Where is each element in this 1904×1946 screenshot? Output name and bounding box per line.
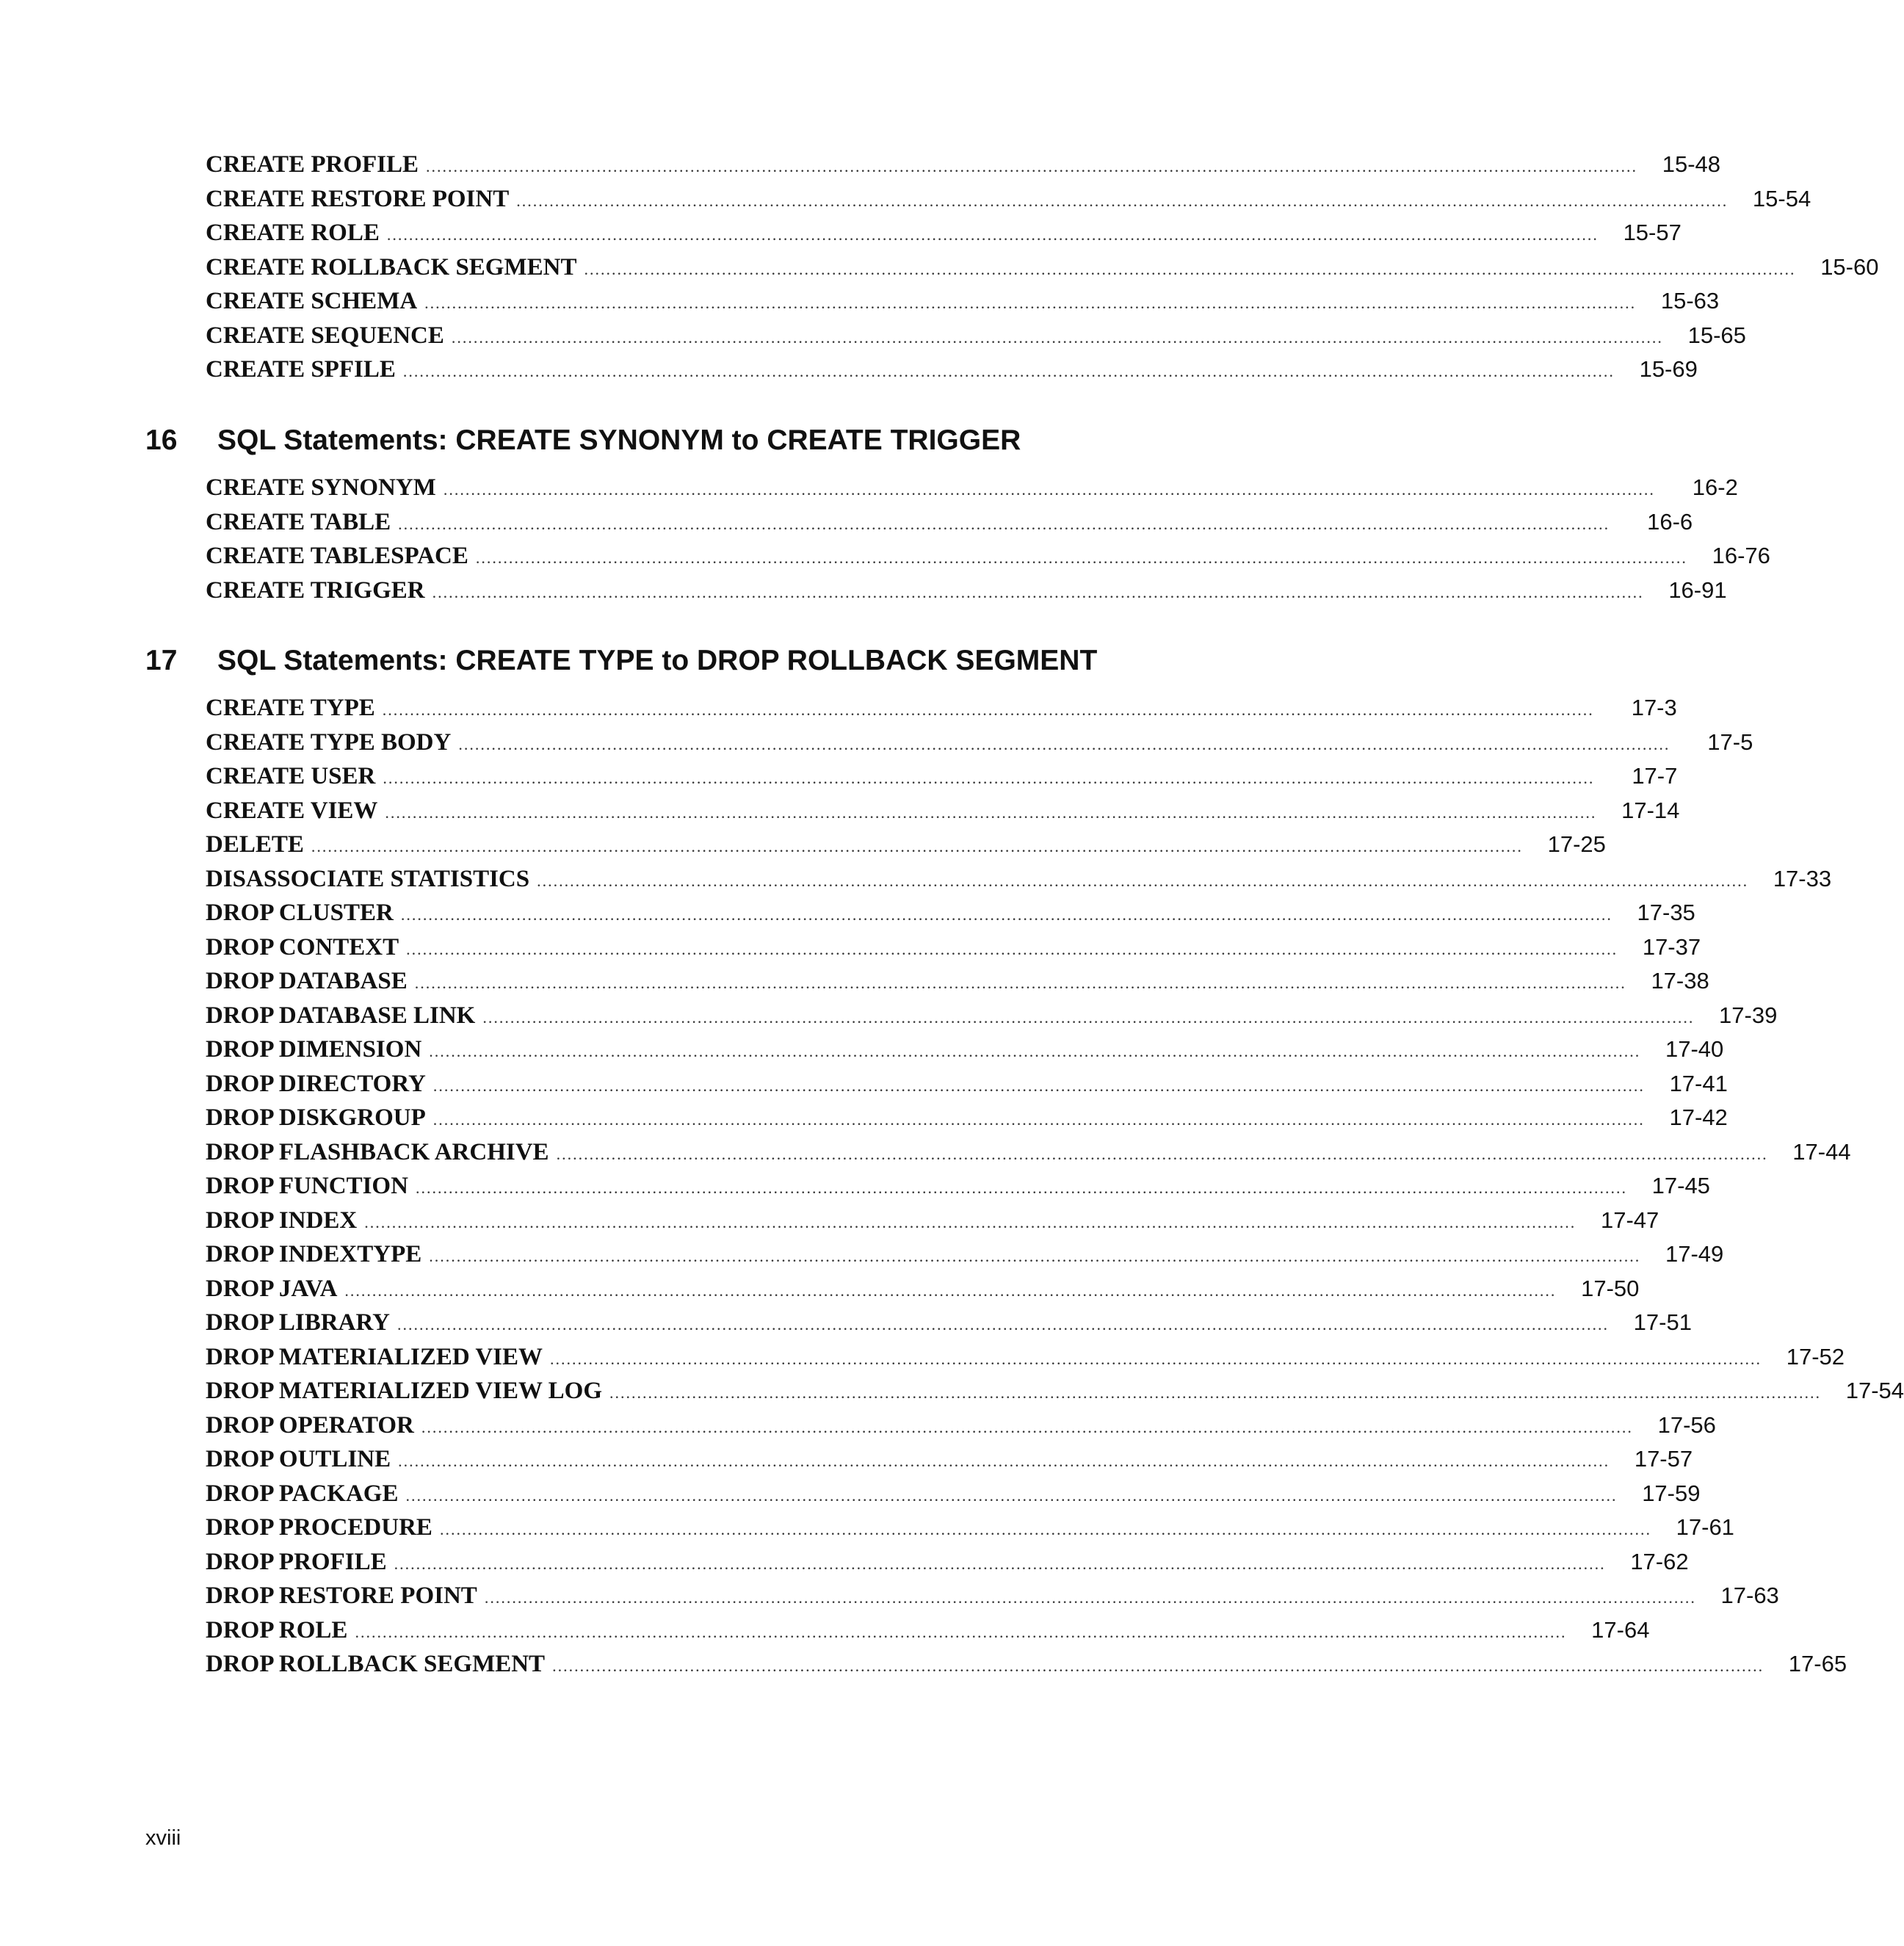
toc-entry-page: 16-6: [1647, 508, 1693, 535]
toc-entry-title: DISASSOCIATE STATISTICS: [206, 865, 530, 892]
dot-leader: ............................................................................................................................................................................................................................: [482, 1008, 1695, 1027]
dot-leader: ............................................................................................................................................................................................................................: [439, 1520, 1651, 1538]
dot-leader: ............................................................................................................................................................................................................................: [484, 1588, 1696, 1607]
toc-entry-title: DROP OPERATOR: [206, 1411, 414, 1439]
toc-entry-title: DROP INDEXTYPE: [206, 1241, 422, 1267]
dot-leader: ............................................................................................................................................................................................................................: [424, 294, 1637, 312]
toc-entry-title: CREATE TABLE: [206, 508, 391, 535]
toc-entry-page: 17-54: [1845, 1378, 1904, 1403]
dot-leader: ............................................................................................................................................................................................................................: [386, 225, 1599, 244]
toc-entry-drop-index[interactable]: [206, 1207, 1659, 1242]
chapter-title: SQL Statements: CREATE SYNONYM to CREATE TRIGGER: [217, 424, 1021, 456]
toc-entry-title: DROP MATERIALIZED VIEW LOG: [206, 1378, 603, 1404]
toc-entry-page: 17-65: [1788, 1651, 1847, 1676]
toc-entry-page: 17-5: [1707, 728, 1753, 755]
toc-entry-page: 17-41: [1669, 1070, 1728, 1096]
toc-entry-title: DROP JAVA: [206, 1275, 338, 1302]
toc-entry-drop-operator[interactable]: [206, 1411, 1716, 1447]
toc-entry-title: CREATE TYPE BODY: [206, 728, 452, 756]
chapter-number: 17: [145, 645, 178, 676]
toc-entry-page: 17-38: [1651, 968, 1709, 994]
toc-entry-title: DROP CLUSTER: [206, 900, 394, 926]
dot-leader: ............................................................................................................................................................................................................................: [537, 871, 1749, 890]
toc-entry-drop-database-link[interactable]: [206, 1002, 1778, 1037]
toc-entry-create-type-body[interactable]: [206, 728, 1753, 764]
toc-entries-continued: [206, 151, 1879, 391]
toc-entry-drop-flashback-archive[interactable]: [206, 1138, 1851, 1173]
toc-entry-create-user[interactable]: [206, 763, 1678, 797]
toc-entry-create-rollback-segment[interactable]: [206, 253, 1879, 289]
dot-leader: ............................................................................................................................................................................................................................: [383, 769, 1595, 787]
dot-leader: ............................................................................................................................................................................................................................: [397, 1315, 1609, 1334]
toc-entry-title: CREATE ROLE: [206, 220, 380, 246]
dot-leader: ............................................................................................................................................................................................................................: [398, 1452, 1610, 1470]
toc-entry-title: CREATE VIEW: [206, 797, 378, 824]
toc-entry-page: 17-35: [1637, 900, 1695, 925]
toc-entry-page: 17-7: [1632, 763, 1678, 789]
dot-leader: ............................................................................................................................................................................................................................: [556, 1144, 1768, 1163]
toc-entry-page: 17-42: [1669, 1104, 1728, 1130]
toc-entry-page: 17-49: [1665, 1241, 1724, 1267]
toc-entry-page: 17-33: [1773, 865, 1832, 891]
dot-leader: ............................................................................................................................................................................................................................: [432, 1110, 1645, 1129]
toc-entry-drop-procedure[interactable]: [206, 1514, 1734, 1549]
dot-leader: ............................................................................................................................................................................................................................: [400, 905, 1612, 924]
toc-entry-create-table[interactable]: [206, 508, 1693, 543]
toc-entry-title: DROP ROLLBACK SEGMENT: [206, 1651, 546, 1677]
toc-entry-drop-role[interactable]: [206, 1616, 1650, 1652]
toc-entry-create-profile[interactable]: [206, 151, 1721, 186]
toc-entry-title: DROP DIRECTORY: [206, 1070, 426, 1097]
toc-entry-page: 17-44: [1792, 1138, 1851, 1165]
toc-entry-drop-package[interactable]: [206, 1480, 1701, 1515]
chapter-heading-16[interactable]: [145, 424, 1320, 457]
toc-entry-page: 17-39: [1719, 1002, 1778, 1028]
chapter-title: SQL Statements: CREATE TYPE to DROP ROLLBACK SEGMENT: [217, 645, 1098, 676]
toc-entry-title: CREATE TABLESPACE: [206, 543, 468, 569]
toc-entry-page: 17-61: [1676, 1514, 1734, 1540]
toc-entry-delete[interactable]: [206, 831, 1606, 866]
toc-entries-chapter-17: [206, 695, 1904, 1685]
toc-entry-title: DROP LIBRARY: [206, 1309, 390, 1336]
toc-entry-page: 15-48: [1662, 151, 1721, 177]
dot-leader: ............................................................................................................................................................................................................................: [394, 1554, 1606, 1573]
toc-entry-drop-restore-point[interactable]: [206, 1583, 1779, 1617]
toc-entry-page: 16-91: [1668, 576, 1727, 603]
dot-leader: ............................................................................................................................................................................................................................: [432, 1076, 1645, 1095]
dot-leader: ............................................................................................................................................................................................................................: [405, 1486, 1618, 1505]
toc-entry-drop-library[interactable]: [206, 1309, 1692, 1344]
toc-entry-title: DROP PROFILE: [206, 1548, 387, 1575]
toc-entry-create-view[interactable]: [206, 797, 1680, 832]
dot-leader: ............................................................................................................................................................................................................................: [382, 701, 1594, 719]
toc-entry-drop-diskgroup[interactable]: [206, 1104, 1728, 1139]
dot-leader: ............................................................................................................................................................................................................................: [355, 1622, 1567, 1641]
dot-leader: ............................................................................................................................................................................................................................: [421, 1417, 1633, 1436]
dot-leader: ............................................................................................................................................................................................................................: [443, 480, 1655, 499]
toc-entry-title: CREATE SPFILE: [206, 356, 396, 383]
toc-entry-page: 15-69: [1639, 356, 1698, 382]
toc-entry-drop-dimension[interactable]: [206, 1036, 1724, 1071]
toc-entry-title: DROP DATABASE: [206, 968, 408, 994]
toc-entry-drop-database[interactable]: [206, 968, 1709, 1002]
toc-entry-title: CREATE TRIGGER: [206, 576, 425, 604]
dot-leader: ............................................................................................................................................................................................................................: [344, 1281, 1557, 1300]
toc-entry-title: DROP DIMENSION: [206, 1036, 422, 1063]
toc-entry-page: 17-50: [1581, 1275, 1640, 1301]
toc-entry-page: 17-64: [1591, 1616, 1650, 1643]
toc-entry-drop-materialized-view-log[interactable]: [206, 1378, 1904, 1412]
toc-entry-page: 17-47: [1600, 1207, 1659, 1233]
dot-leader: ............................................................................................................................................................................................................................: [552, 1657, 1764, 1675]
toc-entry-title: DROP PROCEDURE: [206, 1514, 432, 1541]
toc-entry-drop-profile[interactable]: [206, 1548, 1689, 1583]
dot-leader: ............................................................................................................................................................................................................................: [385, 803, 1597, 822]
toc-entry-create-tablespace[interactable]: [206, 543, 1770, 577]
toc-entry-drop-outline[interactable]: [206, 1446, 1693, 1480]
toc-entry-title: CREATE TYPE: [206, 695, 375, 721]
toc-entry-title: CREATE SCHEMA: [206, 288, 418, 314]
toc-entry-page: 17-57: [1634, 1446, 1693, 1472]
dot-leader: ............................................................................................................................................................................................................................: [311, 837, 1523, 856]
toc-entry-page: 17-40: [1665, 1036, 1724, 1062]
toc-entry-create-restore-point[interactable]: [206, 185, 1811, 220]
toc-entry-disassociate-statistics[interactable]: [206, 865, 1832, 900]
dot-leader: ............................................................................................................................................................................................................................: [475, 549, 1687, 567]
dot-leader: ............................................................................................................................................................................................................................: [414, 974, 1626, 992]
toc-entry-page: 15-57: [1623, 220, 1682, 245]
toc-entry-create-schema[interactable]: [206, 288, 1720, 322]
toc-entry-title: CREATE SYNONYM: [206, 474, 436, 501]
toc-entry-title: DROP MATERIALIZED VIEW: [206, 1343, 543, 1370]
toc-entry-title: DROP FLASHBACK ARCHIVE: [206, 1138, 549, 1165]
toc-entry-page: 16-76: [1712, 543, 1770, 568]
toc-entry-create-role[interactable]: [206, 220, 1682, 254]
dot-leader: ............................................................................................................................................................................................................................: [415, 1179, 1627, 1197]
toc-entry-page: 17-52: [1786, 1343, 1845, 1370]
dot-leader: ............................................................................................................................................................................................................................: [609, 1383, 1822, 1402]
toc-entry-page: 15-54: [1752, 185, 1811, 211]
toc-entry-title: DROP OUTLINE: [206, 1446, 391, 1472]
toc-entry-page: 16-2: [1692, 474, 1738, 500]
toc-entry-title: DROP FUNCTION: [206, 1173, 408, 1199]
toc-entry-page: 15-63: [1660, 288, 1720, 314]
toc-entry-page: 17-3: [1631, 695, 1677, 720]
toc-entry-title: CREATE ROLLBACK SEGMENT: [206, 253, 577, 281]
dot-leader: ............................................................................................................................................................................................................................: [451, 328, 1663, 347]
toc-entry-page: 15-60: [1820, 253, 1879, 280]
toc-entry-drop-indextype[interactable]: [206, 1241, 1724, 1276]
toc-entry-title: DROP ROLE: [206, 1616, 348, 1643]
toc-entry-create-type[interactable]: [206, 695, 1677, 729]
toc-entry-title: DELETE: [206, 831, 304, 858]
dot-leader: ............................................................................................................................................................................................................................: [550, 1349, 1762, 1368]
dot-leader: ............................................................................................................................................................................................................................: [429, 1042, 1641, 1060]
page-number: xviii: [145, 1826, 181, 1850]
dot-leader: ............................................................................................................................................................................................................................: [516, 191, 1729, 210]
toc-entry-drop-materialized-view[interactable]: [206, 1343, 1845, 1378]
dot-leader: ............................................................................................................................................................................................................................: [432, 582, 1644, 601]
toc-entry-title: CREATE USER: [206, 763, 376, 789]
toc-entry-page: 17-56: [1657, 1411, 1716, 1438]
toc-entry-title: DROP RESTORE POINT: [206, 1583, 477, 1609]
toc-entry-page: 17-59: [1642, 1480, 1701, 1506]
chapter-number: 16: [145, 424, 178, 456]
toc-entry-drop-java[interactable]: [206, 1275, 1640, 1310]
toc-entry-drop-context[interactable]: [206, 933, 1701, 969]
toc-entry-title: DROP DISKGROUP: [206, 1104, 426, 1131]
toc-entry-page: 17-25: [1547, 831, 1606, 857]
toc-entry-title: DROP CONTEXT: [206, 933, 399, 961]
toc-entry-title: CREATE PROFILE: [206, 151, 419, 178]
toc-entry-title: CREATE SEQUENCE: [206, 322, 444, 349]
toc-entry-create-spfile[interactable]: [206, 356, 1698, 391]
dot-leader: ............................................................................................................................................................................................................................: [364, 1212, 1577, 1231]
toc-entry-drop-cluster[interactable]: [206, 900, 1695, 934]
toc-entry-page: 17-51: [1633, 1309, 1692, 1335]
chapter-heading-17[interactable]: [145, 645, 1320, 677]
toc-entry-create-sequence[interactable]: [206, 322, 1746, 357]
toc-entry-title: CREATE RESTORE POINT: [206, 185, 510, 212]
dot-leader: ............................................................................................................................................................................................................................: [406, 939, 1618, 958]
toc-entries-chapter-16: [206, 474, 1770, 611]
dot-leader: ............................................................................................................................................................................................................................: [426, 157, 1638, 176]
toc-entry-title: DROP PACKAGE: [206, 1480, 399, 1507]
toc-entry-drop-directory[interactable]: [206, 1070, 1728, 1105]
toc-entry-drop-function[interactable]: [206, 1173, 1710, 1207]
toc-entry-title: DROP INDEX: [206, 1207, 358, 1234]
dot-leader: ............................................................................................................................................................................................................................: [584, 259, 1796, 278]
toc-entry-page: 17-63: [1720, 1583, 1779, 1608]
toc-entry-page: 17-62: [1630, 1548, 1689, 1574]
dot-leader: ............................................................................................................................................................................................................................: [458, 734, 1670, 753]
toc-entry-create-trigger[interactable]: [206, 576, 1727, 612]
dot-leader: ............................................................................................................................................................................................................................: [402, 362, 1615, 380]
toc-entry-page: 15-65: [1687, 322, 1746, 348]
toc-entry-title: DROP DATABASE LINK: [206, 1002, 476, 1029]
dot-leader: ............................................................................................................................................................................................................................: [429, 1247, 1641, 1265]
toc-entry-drop-rollback-segment[interactable]: [206, 1651, 1847, 1685]
toc-entry-page: 17-45: [1651, 1173, 1710, 1198]
dot-leader: ............................................................................................................................................................................................................................: [398, 514, 1610, 533]
toc-entry-create-synonym[interactable]: [206, 474, 1738, 509]
toc-entry-page: 17-37: [1642, 933, 1701, 960]
toc-entry-page: 17-14: [1621, 797, 1680, 823]
